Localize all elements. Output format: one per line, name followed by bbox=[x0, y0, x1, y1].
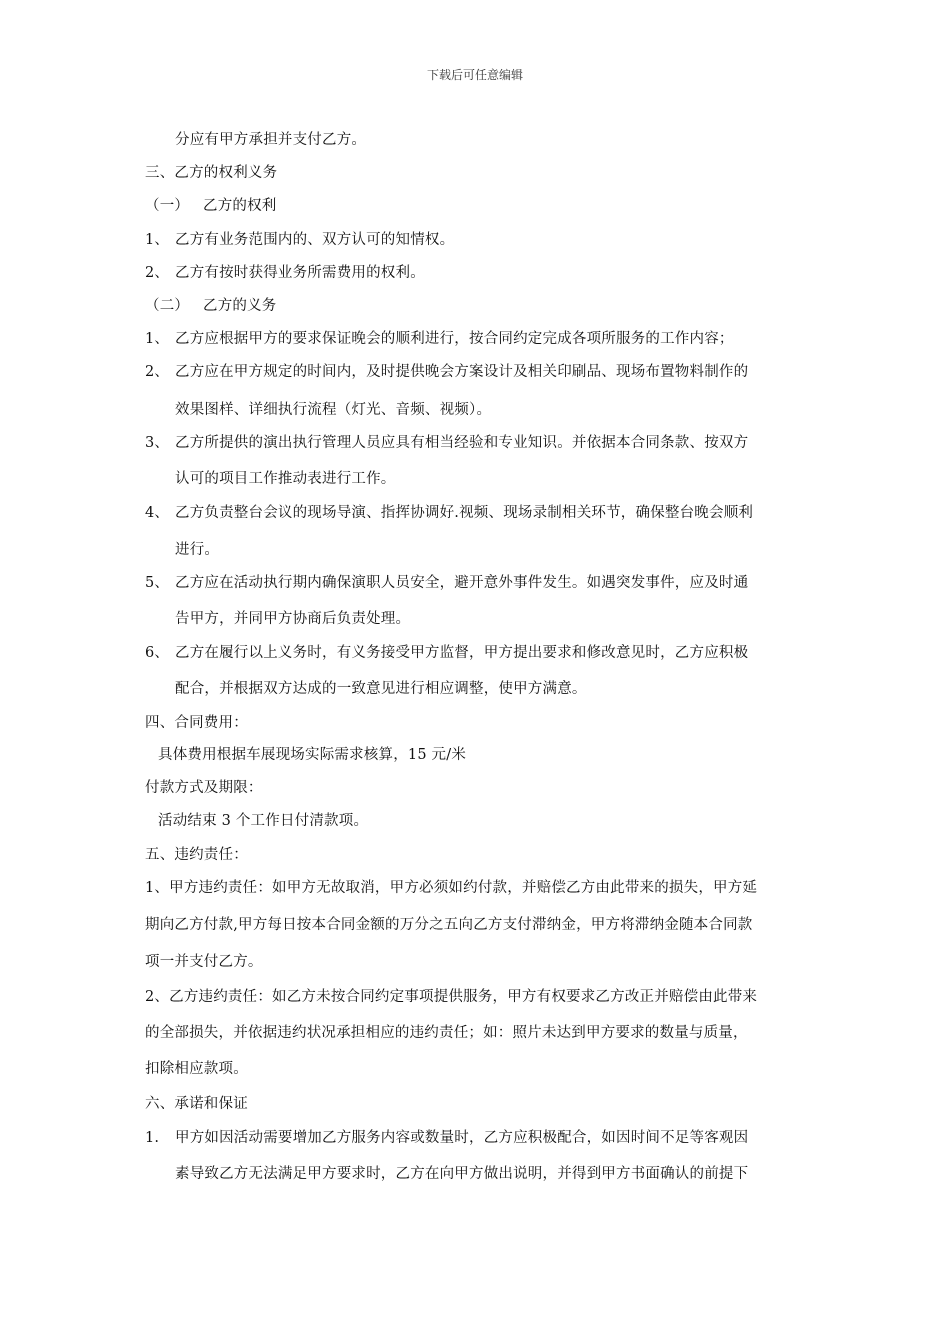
list-text: 乙方应根据甲方的要求保证晚会的顺利进行，按合同约定完成各项所服务的工作内容； bbox=[175, 331, 734, 347]
list-number: 1、 bbox=[145, 232, 170, 248]
list-text: 乙方应在活动执行期内确保演职人员安全，避开意外事件发生。如遇突发事件，应及时通 bbox=[175, 575, 749, 591]
text-line: 扣除相应款项。 bbox=[145, 1061, 248, 1077]
list-item bbox=[145, 571, 748, 592]
text-line: 活动结束 3 个工作日付清款项。 bbox=[158, 813, 369, 829]
list-continuation: 效果图样、详细执行流程（灯光、音频、视频）。 bbox=[175, 402, 492, 418]
list-continuation: 素导致乙方无法满足甲方要求时，乙方在向甲方做出说明，并得到甲方书面确认的前提下 bbox=[175, 1166, 749, 1182]
text-line: 2、乙方违约责任：如乙方未按合同约定事项提供服务，甲方有权要求乙方改正并赔偿由此带来 bbox=[145, 989, 758, 1005]
list-continuation: 认可的项目工作推动表进行工作。 bbox=[175, 471, 396, 487]
list-item bbox=[145, 501, 753, 522]
list-number: 6、 bbox=[145, 645, 170, 661]
text-line: 分应有甲方承担并支付乙方。 bbox=[175, 132, 367, 148]
text-line: 1、甲方违约责任：如甲方无故取消，甲方必须如约付款，并赔偿乙方由此带来的损失，甲方延 bbox=[145, 880, 758, 896]
list-item bbox=[145, 1126, 748, 1147]
section-heading: 五、违约责任： bbox=[145, 847, 248, 863]
list-item bbox=[145, 261, 425, 282]
text-line: 付款方式及期限： bbox=[145, 780, 263, 796]
list-text: 甲方如因活动需要增加乙方服务内容或数量时，乙方应积极配合，如因时间不足等客观因 bbox=[175, 1130, 749, 1146]
text-line: 期向乙方付款,甲方每日按本合同金额的万分之五向乙方支付滞纳金，甲方将滞纳金随本合同款 bbox=[145, 917, 753, 933]
subsection-heading bbox=[145, 194, 277, 215]
list-text: 乙方所提供的演出执行管理人员应具有相当经验和专业知识。并依据本合同条款、按双方 bbox=[175, 435, 749, 451]
subsection-title: 乙方的权利 bbox=[203, 198, 277, 214]
list-item bbox=[145, 327, 734, 348]
list-text: 乙方在履行以上义务时，有义务接受甲方监督，甲方提出要求和修改意见时，乙方应积极 bbox=[175, 645, 749, 661]
list-continuation: 进行。 bbox=[175, 542, 220, 558]
list-number: 1、 bbox=[145, 331, 170, 347]
text-line: 项一并支付乙方。 bbox=[145, 954, 263, 970]
subsection-heading bbox=[145, 294, 277, 315]
list-item bbox=[145, 641, 748, 662]
list-item bbox=[145, 360, 748, 381]
subsection-title: 乙方的义务 bbox=[203, 298, 277, 314]
section-heading: 三、乙方的权利义务 bbox=[145, 165, 278, 181]
section-heading: 四、合同费用： bbox=[145, 715, 248, 731]
list-number: 5、 bbox=[145, 575, 170, 591]
subsection-number: （二） bbox=[145, 298, 190, 314]
list-number: 2、 bbox=[145, 265, 170, 281]
list-continuation: 告甲方，并同甲方协商后负责处理。 bbox=[175, 611, 411, 627]
text-line: 的全部损失，并依据违约状况承担相应的违约责任；如：照片未达到甲方要求的数量与质量， bbox=[145, 1025, 748, 1041]
list-text: 乙方负责整台会议的现场导演、指挥协调好.视频、现场录制相关环节，确保整台晚会顺利 bbox=[175, 505, 754, 521]
list-text: 乙方有按时获得业务所需费用的权利。 bbox=[175, 265, 425, 281]
list-number: 1. bbox=[145, 1130, 160, 1146]
list-text: 乙方有业务范围内的、双方认可的知情权。 bbox=[175, 232, 455, 248]
text-line: 具体费用根据车展现场实际需求核算，15 元/米 bbox=[158, 747, 467, 763]
list-continuation: 配合，并根据双方达成的一致意见进行相应调整，使甲方满意。 bbox=[175, 681, 587, 697]
list-number: 3、 bbox=[145, 435, 170, 451]
list-item bbox=[145, 431, 748, 452]
page-header: 下载后可任意编辑 bbox=[426, 68, 523, 82]
list-item bbox=[145, 228, 454, 249]
list-number: 4、 bbox=[145, 505, 170, 521]
subsection-number: （一） bbox=[145, 198, 190, 214]
section-heading: 六、承诺和保证 bbox=[145, 1096, 248, 1112]
list-number: 2、 bbox=[145, 364, 170, 380]
list-text: 乙方应在甲方规定的时间内，及时提供晚会方案设计及相关印刷品、现场布置物料制作的 bbox=[175, 364, 749, 380]
